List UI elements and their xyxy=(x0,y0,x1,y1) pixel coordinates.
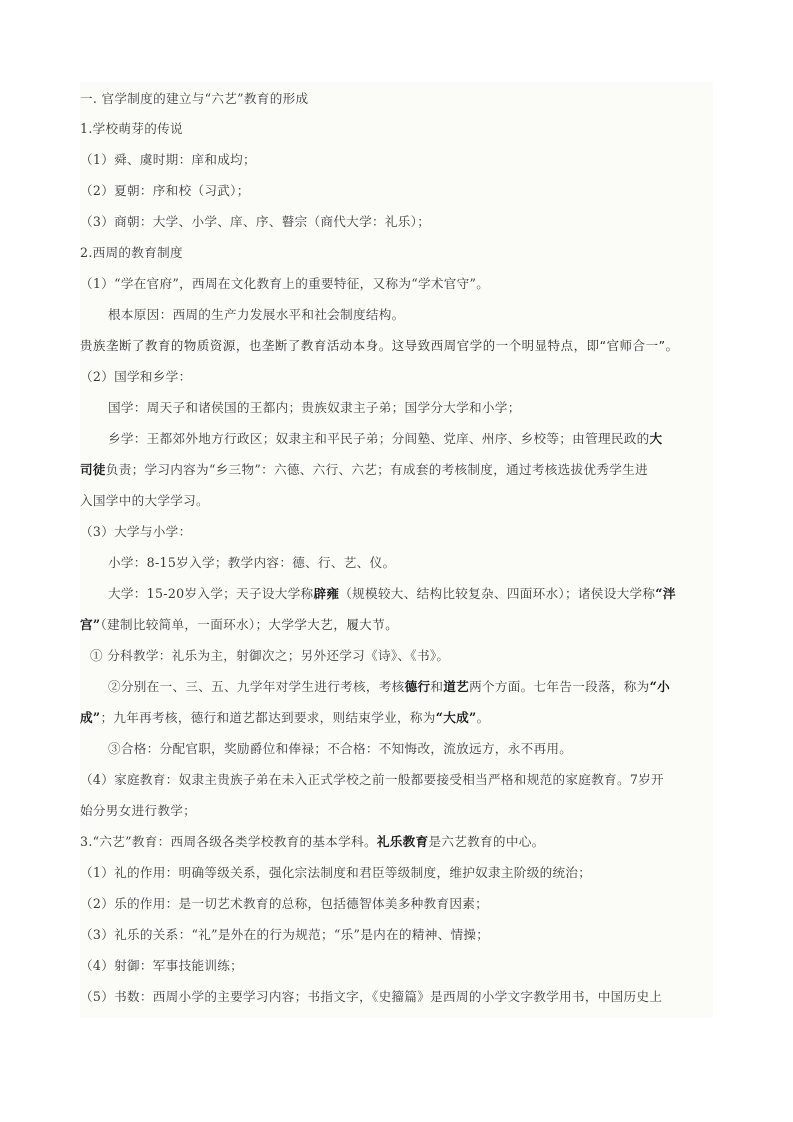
text-segment: （建制比较简单，一面环水）； xyxy=(100,617,269,632)
text-segment: 国学：周天子和诸侯国的王都内；贵族奴隶主子弟；国学分大学和小学； xyxy=(108,400,521,415)
bold-text: 宫” xyxy=(80,617,101,632)
text-line xyxy=(80,803,196,819)
text-segment: （2）夏朝：序和校（习武）； xyxy=(80,183,250,198)
text-segment: 乡学：王都郊外地方行政区；奴隶主和平民子弟；分闾塾、党庠、州序、乡校等；由管理民政的 xyxy=(108,431,650,446)
text-segment: 和 xyxy=(430,679,444,694)
text-line xyxy=(80,772,664,788)
text-segment: 大学学大艺，履大节。 xyxy=(268,617,399,632)
text-line xyxy=(80,91,308,107)
text-segment: ②分别在一、三、五、九学年对学生进行考核，考核 xyxy=(108,679,405,694)
text-line xyxy=(108,400,521,416)
text-line xyxy=(108,679,670,695)
bold-text: 大 xyxy=(649,431,663,446)
text-line xyxy=(80,276,489,292)
text-line xyxy=(108,431,662,447)
text-line xyxy=(80,617,398,633)
text-line xyxy=(80,369,191,385)
text-segment: ③合格：分配官职，奖励爵位和俸禄；不合格：不知悔改，流放远方，永不再用。 xyxy=(108,741,573,756)
bold-text: “泮 xyxy=(655,586,676,601)
text-segment: （3）大学与小学： xyxy=(80,524,192,539)
text-segment: 贵族垄断了教育的物质资源，也垄断了教育活动本身。这导致西周官学的一个明显特点，即“官师合一”。 xyxy=(80,338,679,353)
text-segment: 。 xyxy=(476,710,490,725)
text-segment: （2）乐的作用：是一切艺术教育的总称，包括德智体美多种教育因素； xyxy=(80,896,489,911)
text-segment: ① 分科教学：礼乐为主，射御次之；另外还学习《诗》、《书》。 xyxy=(90,648,450,663)
text-segment: （3）商朝：大学、小学、庠、序、瞽宗（商代大学：礼乐）； xyxy=(80,214,431,229)
bold-text: 司徒 xyxy=(80,462,106,477)
text-line xyxy=(80,245,183,261)
text-line xyxy=(80,493,209,509)
text-segment: 小学：8-15岁入学；教学内容：德、行、艺、仪。 xyxy=(108,555,396,570)
text-line xyxy=(80,152,256,168)
text-line xyxy=(108,307,405,323)
text-segment: （3）礼乐的关系：“礼”是外在的行为规范；“乐”是内在的精神、情操； xyxy=(80,927,490,942)
document-page xyxy=(80,82,713,1018)
text-segment: （规模较大、结构比较复杂、四面环水）；诸侯设大学称 xyxy=(339,586,656,601)
text-segment: 负责；学习内容为“乡三物”：六德、六行、六艺；有成套的考核制度，通过考核选拔优秀学生进 xyxy=(105,462,648,477)
text-segment: 3.“六艺”教育：西周各级各类学校教育的基本学科。 xyxy=(80,834,377,849)
text-segment: 始分男女进行教学； xyxy=(80,803,197,818)
text-segment: ；九年再考核，德行和道艺都达到要求，则结束学业，称为 xyxy=(100,710,436,725)
text-line xyxy=(80,958,243,974)
text-segment: 2.西周的教育制度 xyxy=(80,245,183,260)
text-segment: （5）书数：西周小学的主要学习内容；书指文字，《史籀篇》是西周的小学文字教学用书，中国历史上 xyxy=(80,989,663,1004)
text-line xyxy=(108,586,676,602)
bold-text: “大成” xyxy=(435,710,477,725)
text-segment: 一. 官学制度的建立与“六艺”教育的形成 xyxy=(80,91,309,106)
text-segment: 两个方面。七年告一段落，称为 xyxy=(469,679,650,694)
text-line xyxy=(108,555,395,571)
text-line xyxy=(80,896,488,912)
text-segment: （1）“学在官府”，西周在文化教育上的重要特征，又称为“学术官守”。 xyxy=(80,276,490,291)
text-segment: 大学：15-20岁入学；天子设大学称 xyxy=(108,586,314,601)
text-segment: 根本原因：西周的生产力发展水平和社会制度结构。 xyxy=(108,307,405,322)
bold-text: “小 xyxy=(649,679,671,694)
text-line xyxy=(80,865,591,881)
text-line xyxy=(80,214,430,230)
text-segment: （4）家庭教育：奴隶主贵族子弟在未入正式学校之前一般都要接受相当严格和规范的家庭教育。7岁开 xyxy=(80,772,664,787)
text-line xyxy=(80,462,648,478)
bold-text: 礼乐教育 xyxy=(376,834,429,849)
text-line xyxy=(80,927,489,943)
bold-text: 德行 xyxy=(404,679,431,694)
bold-text: 道艺 xyxy=(443,679,470,694)
text-segment: （4）射御：军事技能训练； xyxy=(80,958,244,973)
text-segment: （1）礼的作用：明确等级关系，强化宗法制度和君臣等级制度，维护奴隶主阶级的统治； xyxy=(80,865,592,880)
bold-text: 辟雍 xyxy=(313,586,340,601)
text-line xyxy=(90,648,449,664)
text-segment: 是六艺教育的中心。 xyxy=(428,834,545,849)
text-line xyxy=(80,121,183,137)
text-line xyxy=(80,183,250,199)
bold-text: 成” xyxy=(80,710,101,725)
text-segment: 1.学校萌芽的传说 xyxy=(80,121,183,136)
text-line xyxy=(108,741,572,757)
text-line xyxy=(80,834,545,850)
text-line xyxy=(80,989,662,1005)
text-line xyxy=(80,338,679,354)
text-line xyxy=(80,524,191,540)
text-segment: （1）舜、虞时期：庠和成均； xyxy=(80,152,256,167)
text-segment: （2）国学和乡学： xyxy=(80,369,192,384)
text-line xyxy=(80,710,490,726)
text-segment: 入国学中的大学学习。 xyxy=(80,493,209,508)
